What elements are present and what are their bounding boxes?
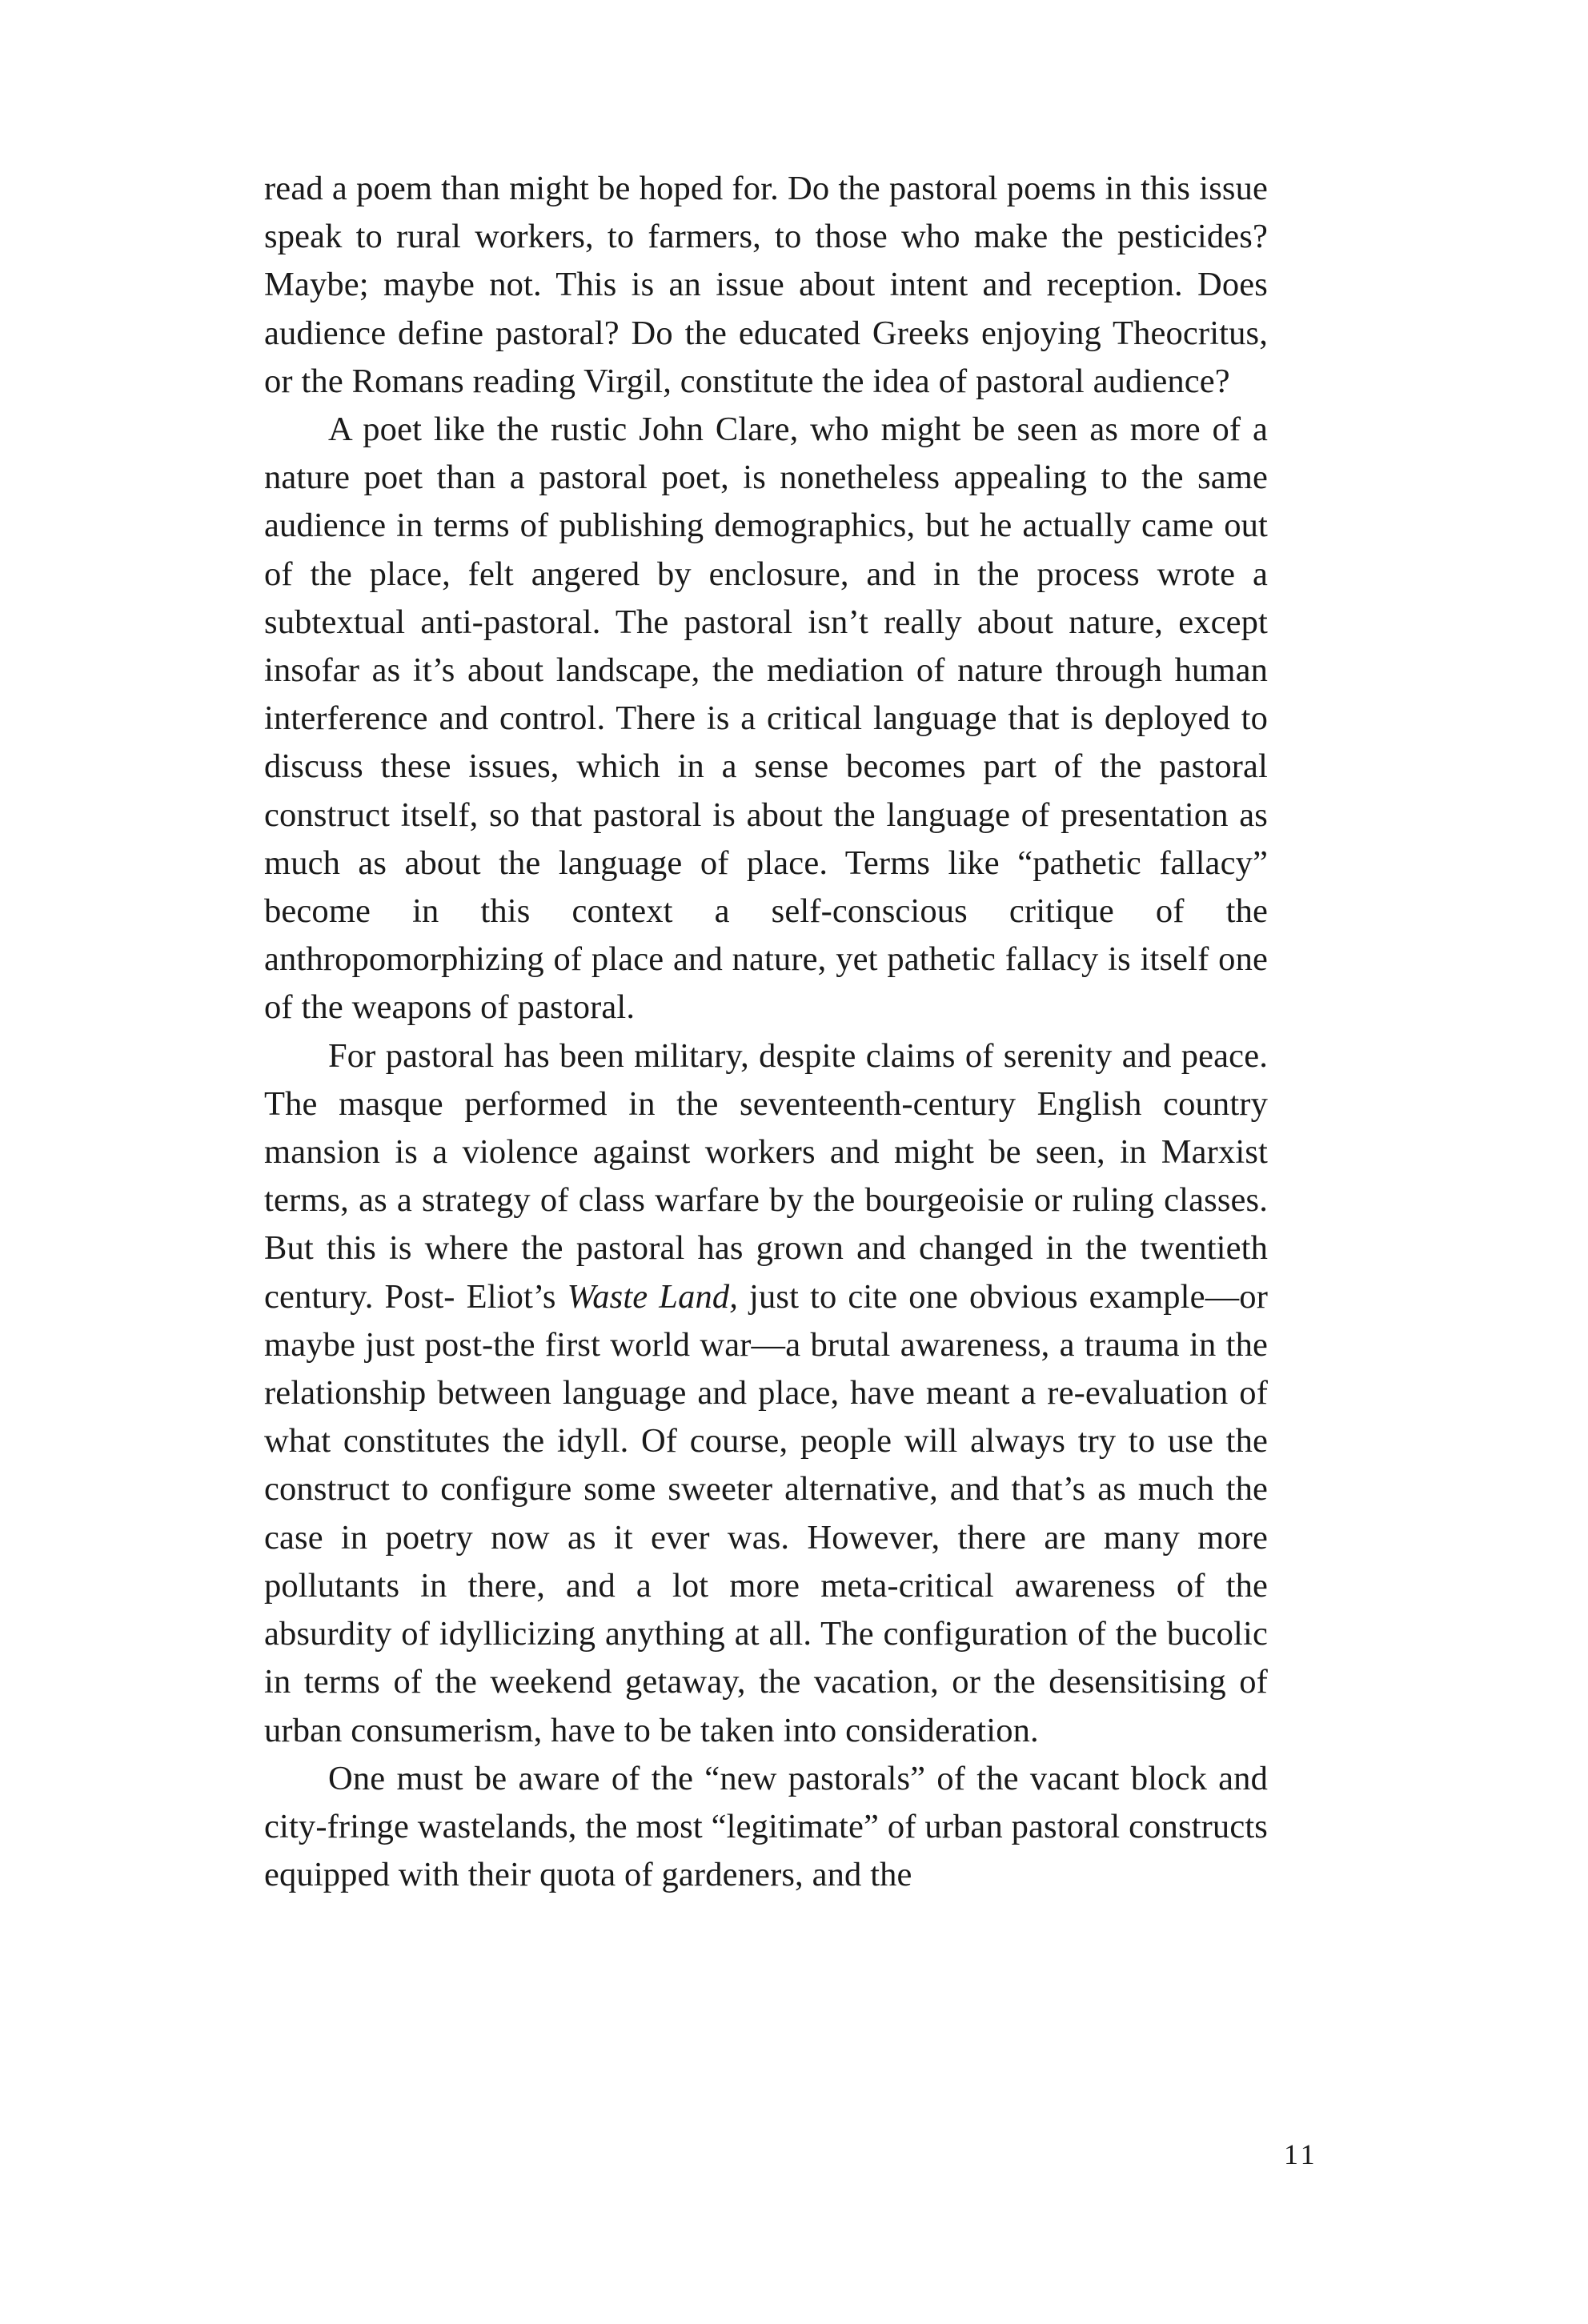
- paragraph-intent-and-reception: read a poem than might be hoped for. Do the pastoral poems in this issue speak to rural workers, to farmers, to those who make the pesticides? Maybe; maybe not. This is an issue about intent and reception. Does audience define pastoral? Do the educated Greeks enjoying Theocritus, or the Romans reading Virgil, constitute the idea of pastoral audience?: [264, 170, 1268, 400]
- paragraph-john-clare: A poet like the rustic John Clare, who might be seen as more of a nature poet than a pastoral poet, is nonetheless appealing to the same audience in terms of publishing demographics, but he actually came out of the place, felt angered by enclosure, and in the process wrote a subtextual anti-pastoral. The pastoral isn’t really about nature, except insofar as it’s about landscape, the mediation of nature through human interference and control. There is a critical language that is deployed to discuss these issues, which in a sense becomes part of the pastoral construct itself, so that pastoral is about the language of presentation as much as about the language of place. Terms like “pathetic fallacy” become in this context a self-conscious critique of the anthropomorphizing of place and nature, yet pathetic fallacy is itself one of the weapons of pastoral.: [264, 411, 1268, 1027]
- body-text: [264, 165, 1268, 1899]
- page-number: 11: [1284, 2138, 1318, 2170]
- paragraph-new-pastorals: One must be aware of the “new pastorals” of the vacant block and city-fringe wastelands, the most “legitimate” of urban pastoral constructs equipped with their quota of gardeners, and the: [264, 1759, 1268, 1894]
- paragraph-pastoral-military: [264, 1032, 1268, 1755]
- paragraph-text-after-title: just to cite one obvious example—or maybe just post-the first world war—a brutal awareness, a trauma in the relationship between language and place, have meant a re-evaluation of what constitutes the idyll. Of course, people will always try to use the construct to configure some sweeter alternative, and that’s as much the case in poetry now as it ever was. However, there are many more pollutants in there, and a lot more meta-critical awareness of the absurdity of idyllicizing anything at all. The configuration of the bucolic in terms of the weekend getaway, the vacation, or the desensitising of urban consumerism, have to be taken into consideration.: [264, 1277, 1269, 1749]
- paragraph-text-before-title: For pastoral has been military, despite claims of serenity and peace. The masque performed in the seventeenth-century English country mansion is a violence against workers and might be seen, in Marxist terms, as a strategy of class warfare by the bourgeoisie or ruling classes. But this is where the pastoral has grown and changed in the twentieth century. Post- Eliot’s: [264, 1036, 1268, 1316]
- book-title-waste-land: Waste Land,: [567, 1277, 739, 1316]
